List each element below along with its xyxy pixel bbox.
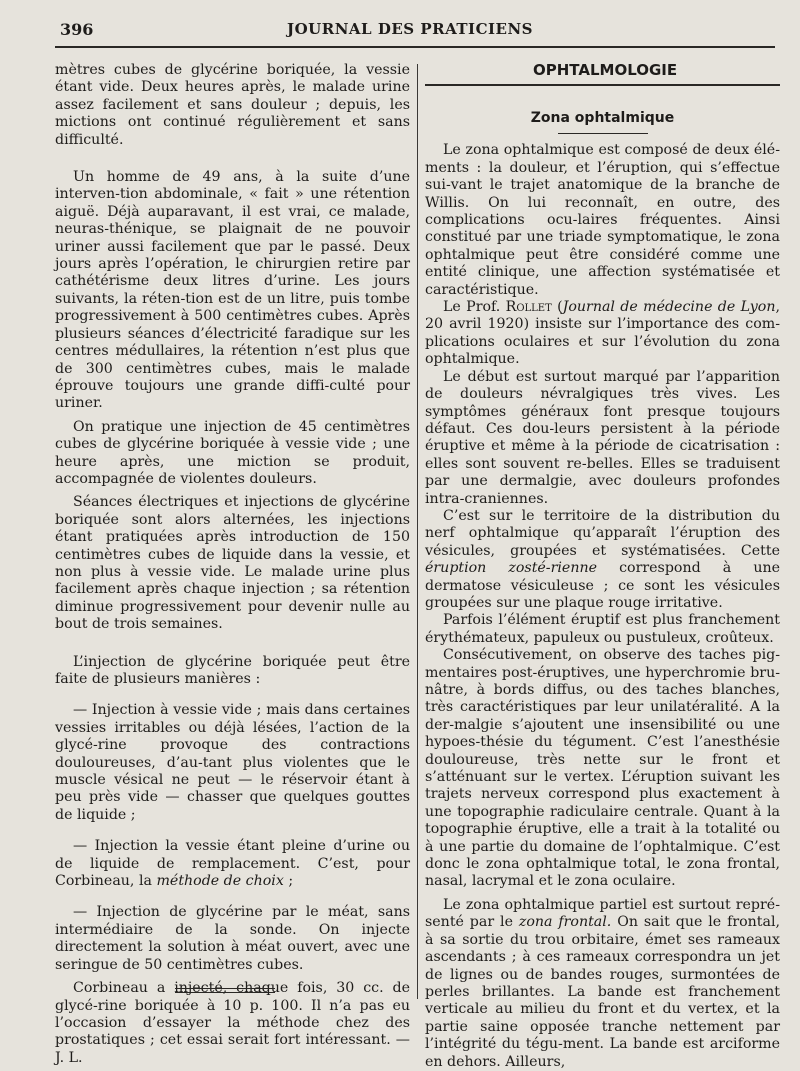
right-column xyxy=(425,62,780,1071)
left-column xyxy=(55,62,410,1067)
page-number: 396 xyxy=(60,20,94,39)
paragraph-text: On sait que le frontal, à sa sortie du trou orbitaire, émet ses rameaux ascendants ; à ces rameaux correspondra un jet de lignes ou de bandes rouges, surmontées de perles brillantes. La bande est franchement verticale au milieu du front et du vertex, et la partie saine opposée tranche nettement par l’intégrité du tégu-ment. La bande est arciforme en dehors. Ailleurs, xyxy=(425,914,780,1070)
journal-title: JOURNAL DES PRATICIENS xyxy=(287,20,533,38)
paragraph: L’injection de glycérine boriquée peut être faite de plusieurs manières : xyxy=(55,653,410,687)
header-rule xyxy=(55,46,775,48)
paragraph-text: Le zona ophtalmique partiel est surtout repré-senté par le xyxy=(425,896,780,931)
paragraph: On pratique une injection de 45 centimètres cubes de glycérine boriquée à vessie vide ; une heure après, une miction se produit, accompagnée de violentes douleurs. xyxy=(55,418,410,487)
italic-term: éruption zosté-rienne xyxy=(425,560,597,577)
paragraph-text: Le Prof. xyxy=(443,299,506,316)
italic-term: méthode de choix xyxy=(156,873,284,890)
author-name: Rollet xyxy=(505,299,552,316)
paragraph: — Injection de glycérine par le méat, sans intermédiaire de la sonde. On injecte directement la solution à méat ouvert, avec une seringue de 50 centimètres cubes. xyxy=(55,904,410,973)
paragraph: Un homme de 49 ans, à la suite d’une interven-tion abdominale, « fait » une rétention aiguë. Déjà auparavant, il est vrai, ce malade, neuras-thénique, se plaignait de ne pouvoir uriner aussi facilement que par le passé. Deux jours après l’opération, le chirurgien retire par cathétérisme deux litres d’urine. Les jours suivants, la réten-tion est de un litre, puis tombe progressivement à 500 centimètres cubes. Après plusieurs séances d’électricité faradique sur les centres médullaires, la rétention n’est plus que de 300 centimètres cubes, mais le malade éprouve toujours une grande diffi-culté pour uriner. xyxy=(55,169,410,412)
paragraph: Corbineau a injecté, chaque fois, 30 cc. de glycé-rine boriquée à 10 p. 100. Il n’a pas eu l’occasion d’essayer la méthode chez des prostatiques ; cet essai serait fort intéressant. — J. L. xyxy=(55,980,410,1066)
end-rule xyxy=(175,992,275,993)
section-rubric: OPHTALMOLOGIE xyxy=(425,62,780,86)
paragraph-text: correspond à une dermatose vésiculeuse ; ce sont les vésicules groupées sur une plaque rouge irritative. xyxy=(425,560,780,611)
paragraph: Parfois l’élément éruptif est plus franchement érythémateux, papuleux ou pustuleux, croûteux. xyxy=(425,612,780,646)
paragraph xyxy=(425,508,780,612)
paragraph: mètres cubes de glycérine boriquée, la vessie étant vide. Deux heures après, le malade urine assez facilement et sans douleur ; depuis, les mictions ont continué régulièrement et sans difficulté. xyxy=(55,62,410,148)
paragraph: Le zona ophtalmique est composé de deux élé-ments : la douleur, et l’éruption, qui s’effectue sui-vant le trajet anatomique de la branche de Willis. On lui reconnaît, en outre, des complications ocu-laires fréquentes. Ainsi constitué par une triade symptomatique, le zona ophtalmique peut être considéré comme une entité clinique, une affection systématisée et caractéristique. xyxy=(425,142,780,298)
paragraph xyxy=(425,897,780,1071)
journal-reference: Journal de médecine de Lyon xyxy=(562,299,776,316)
italic-term: zona frontal. xyxy=(518,914,612,931)
title-rule xyxy=(558,133,648,134)
paragraph: Séances électriques et injections de glycérine boriquée sont alors alternées, les injections étant pratiquées après introduction de 150 centimètres cubes de liquide dans la vessie, et non plus à vessie vide. Le malade urine plus facilement après chaque injection ; sa rétention diminue progressivement pour devenir nulle au bout de trois semaines. xyxy=(55,494,410,633)
paragraph: — Injection à vessie vide ; mais dans certaines vessies irritables ou déjà lésées, l’action de la glycé-rine provoque des contractions douloureuses, d’au-tant plus violentes que le muscle vésical ne peut — le réservoir étant à peu près vide — chasser que quelques gouttes de liquide ; xyxy=(55,702,410,823)
end-rule xyxy=(175,988,275,989)
page-header xyxy=(60,18,760,42)
paragraph: Le début est surtout marqué par l’apparition de douleurs névralgiques très vives. Les symptômes généraux font presque toujours défaut. Ces dou-leurs persistent à la période éruptive et même à la période de cicatrisation : elles sont souvent re-belles. Elles se traduisent par une dermalgie, avec douleurs profondes intra-craniennes. xyxy=(425,368,780,507)
paragraph-text: C’est sur le territoire de la distribution du nerf ophtalmique qu’apparaît l’éruption des vésicules, groupées et systématisées. Cette xyxy=(425,507,780,559)
paragraph xyxy=(55,838,410,890)
paragraph-text: — Injection la vessie étant pleine d’urine ou de liquide de remplacement. C’est, pour Corbineau, la xyxy=(55,838,410,890)
paragraph: Consécutivement, on observe des taches pig-mentaires post-éruptives, une hyperchromie bru-nâtre, à bords diffus, ou des taches blanches, très caractéristiques par leur unilatéralité. A la der-malgie s’ajoutent une insensibilité ou une hypoes-thésie du tégument. C’est l’anesthésie douloureuse, très nette sur le front et s’atténuant sur le vertex. L’éruption suivant les trajets nerveux correspond plus exactement à une topographie radiculaire centrale. Quant à la topographie éruptive, elle a trait à la totalité ou à une partie du domaine de l’ophtalmique. C’est donc le zona ophtalmique total, le zona frontal, nasal, lacrymal et le zona oculaire. xyxy=(425,647,780,890)
paragraph-text: ; xyxy=(283,873,294,890)
column-divider xyxy=(417,64,418,999)
paragraph: Le Prof. Rollet (Journal de médecine de Lyon, 20 avril 1920) insiste sur l’importance des com-plications oculaires et sur l’évolution du zona ophtalmique. xyxy=(425,299,781,368)
article-title: Zona ophtalmique xyxy=(530,110,675,126)
paragraph-text: , 20 avril 1920) insiste sur l’importance des com-plications oculaires et sur l’évolution du zona ophtalmique. xyxy=(425,299,781,368)
